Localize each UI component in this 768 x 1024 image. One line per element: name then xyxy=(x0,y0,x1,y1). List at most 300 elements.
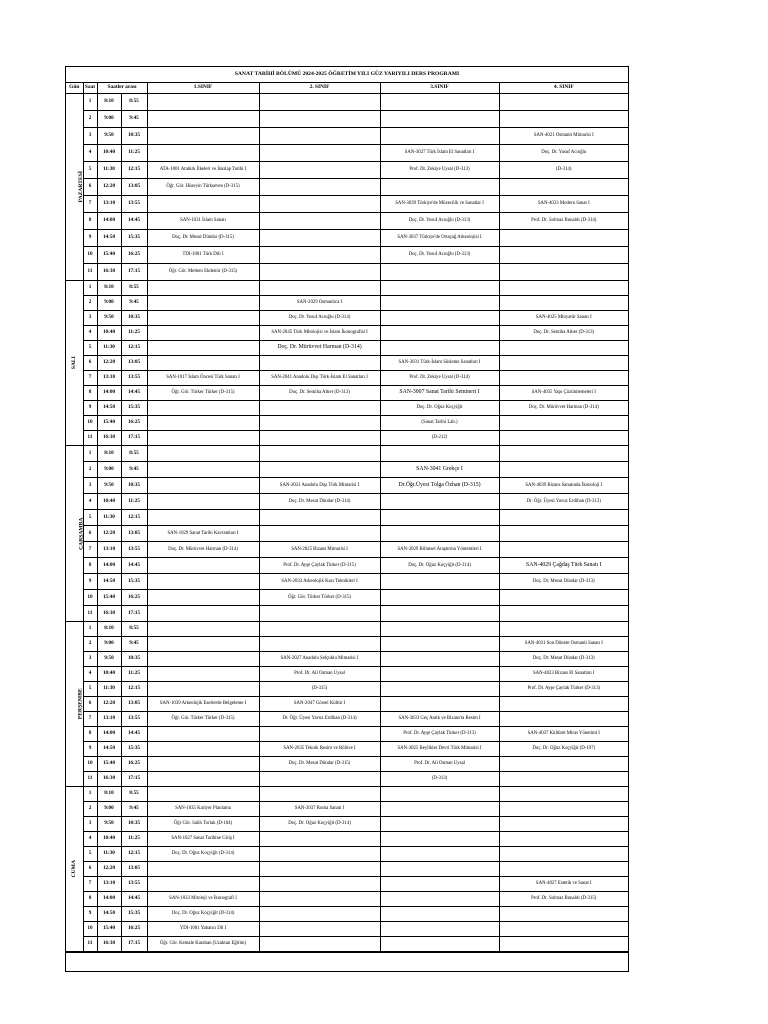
class-3-cell xyxy=(380,862,499,877)
class-4-cell xyxy=(499,817,628,832)
class-4-cell: Prof. Dr. Ayşe Çaylak Türker (D-313) xyxy=(499,682,628,697)
end-time: 10:35 xyxy=(121,311,147,326)
class-4-cell xyxy=(499,712,628,727)
start-time: 10:40 xyxy=(97,832,121,847)
end-time: 9:45 xyxy=(121,296,147,311)
end-time: 12:15 xyxy=(121,341,147,356)
class-3-cell xyxy=(380,526,499,542)
start-time: 11:30 xyxy=(97,682,121,697)
class-1-cell: YDI-1001 Yabancı Dil I xyxy=(147,922,259,937)
schedule-row xyxy=(66,590,628,606)
header-row xyxy=(66,83,628,94)
class-1-cell xyxy=(147,128,259,145)
start-time: 9:50 xyxy=(97,128,121,145)
end-time: 15:35 xyxy=(121,401,147,416)
slot-number: 5 xyxy=(83,341,97,356)
start-time: 12:20 xyxy=(97,356,121,371)
class-4-cell xyxy=(499,832,628,847)
class-3-cell xyxy=(380,652,499,667)
schedule-row xyxy=(66,494,628,510)
class-4-cell xyxy=(499,230,628,247)
slot-number: 5 xyxy=(83,682,97,697)
class-3-cell xyxy=(380,128,499,145)
slot-number: 3 xyxy=(83,311,97,326)
start-time: 15:40 xyxy=(97,247,121,264)
schedule-row xyxy=(66,697,628,712)
start-time: 12:20 xyxy=(97,862,121,877)
slot-number: 11 xyxy=(83,772,97,787)
header-class-4: 4. SINIF xyxy=(499,83,628,94)
start-time: 14:50 xyxy=(97,401,121,416)
class-4-cell xyxy=(499,526,628,542)
class-1-cell xyxy=(147,111,259,128)
class-4-cell: Doç. Dr. Yusuf Acıoğlu xyxy=(499,145,628,162)
start-time: 11:30 xyxy=(97,341,121,356)
class-4-cell xyxy=(499,847,628,862)
schedule-row xyxy=(66,606,628,622)
class-4-cell: SAN-4031 Son Dönem Osmanlı Sanatı I xyxy=(499,637,628,652)
schedule-row xyxy=(66,877,628,892)
class-4-cell xyxy=(499,356,628,371)
end-time: 15:35 xyxy=(121,574,147,590)
header-class-1: 1.SINIF xyxy=(147,83,259,94)
start-time: 15:40 xyxy=(97,416,121,431)
start-time: 14:00 xyxy=(97,386,121,401)
schedule-row xyxy=(66,264,628,281)
schedule-row xyxy=(66,431,628,446)
start-time: 9:00 xyxy=(97,296,121,311)
class-4-cell xyxy=(499,862,628,877)
start-time: 15:40 xyxy=(97,590,121,606)
class-1-cell xyxy=(147,682,259,697)
slot-number: 11 xyxy=(83,937,97,952)
class-1-cell xyxy=(147,446,259,462)
class-4-cell xyxy=(499,922,628,937)
end-time: 13:55 xyxy=(121,877,147,892)
class-2-cell xyxy=(259,772,380,787)
class-2-cell: SAN-2047 Görsel Kültür I xyxy=(259,697,380,712)
class-2-cell xyxy=(259,526,380,542)
class-4-cell xyxy=(499,247,628,264)
class-3-cell: SAN-3039 Türkiye'de Müzecilik ve Sanatlar I xyxy=(380,196,499,213)
class-4-cell xyxy=(499,462,628,478)
class-1-cell xyxy=(147,862,259,877)
class-3-cell: SAN-3025 Beylikler Devri Türk Mimarisi I xyxy=(380,742,499,757)
class-4-cell xyxy=(499,371,628,386)
slot-number: 9 xyxy=(83,742,97,757)
class-3-cell xyxy=(380,326,499,341)
class-3-cell xyxy=(380,446,499,462)
schedule-row xyxy=(66,832,628,847)
class-2-cell: (D-315) xyxy=(259,682,380,697)
start-time: 13:10 xyxy=(97,196,121,213)
class-4-cell: SAN-4029 Çağdaş Türk Sanatı I xyxy=(499,558,628,574)
slot-number: 3 xyxy=(83,478,97,494)
slot-number: 2 xyxy=(83,296,97,311)
schedule-row xyxy=(66,652,628,667)
start-time: 12:20 xyxy=(97,697,121,712)
class-1-cell: SAN-1029 Sanat Tarihi Kavramları I xyxy=(147,526,259,542)
class-4-cell: Prof. Dr. Solmaz Bunaldı (D-315) xyxy=(499,892,628,907)
start-time: 12:20 xyxy=(97,526,121,542)
slot-number: 9 xyxy=(83,230,97,247)
class-1-cell xyxy=(147,510,259,526)
class-3-cell xyxy=(380,281,499,296)
end-time: 17:15 xyxy=(121,431,147,446)
day-name: PERŞEMBE xyxy=(77,688,84,720)
slot-number: 8 xyxy=(83,558,97,574)
slot-number: 7 xyxy=(83,196,97,213)
end-time: 16:25 xyxy=(121,416,147,431)
class-4-cell xyxy=(499,510,628,526)
class-1-cell xyxy=(147,574,259,590)
schedule-row xyxy=(66,145,628,162)
schedule-row xyxy=(66,742,628,757)
slot-number: 2 xyxy=(83,111,97,128)
slot-number: 5 xyxy=(83,162,97,179)
header-day: Gün xyxy=(66,83,83,94)
class-4-cell xyxy=(499,542,628,558)
end-time: 11:25 xyxy=(121,494,147,510)
schedule-row xyxy=(66,574,628,590)
end-time: 10:35 xyxy=(121,128,147,145)
end-time: 15:35 xyxy=(121,907,147,922)
class-2-cell xyxy=(259,637,380,652)
start-time: 10:40 xyxy=(97,145,121,162)
slot-number: 3 xyxy=(83,817,97,832)
class-4-cell xyxy=(499,622,628,637)
start-time: 13:10 xyxy=(97,371,121,386)
class-1-cell xyxy=(147,196,259,213)
slot-number: 1 xyxy=(83,446,97,462)
class-3-cell xyxy=(380,622,499,637)
class-2-cell xyxy=(259,264,380,281)
end-time: 13:55 xyxy=(121,542,147,558)
class-2-cell xyxy=(259,356,380,371)
class-2-cell xyxy=(259,922,380,937)
schedule-row xyxy=(66,907,628,922)
schedule-row xyxy=(66,371,628,386)
start-time: 14:00 xyxy=(97,558,121,574)
start-time: 14:00 xyxy=(97,727,121,742)
slot-number: 5 xyxy=(83,510,97,526)
slot-number: 11 xyxy=(83,606,97,622)
start-time: 16:30 xyxy=(97,431,121,446)
slot-number: 9 xyxy=(83,907,97,922)
end-time: 15:35 xyxy=(121,742,147,757)
class-1-cell: Doç. Dr. Mürüvvet Harman (D-314) xyxy=(147,542,259,558)
class-3-cell: Prof. Dr. Ali Osman Uysal xyxy=(380,757,499,772)
class-1-cell: ATA-1001 Atatürk İlkeleri ve İnkılap Tarihi I xyxy=(147,162,259,179)
class-4-cell xyxy=(499,94,628,111)
class-3-cell xyxy=(380,832,499,847)
class-3-cell: Doç. Dr. Oğuz Koçyiğit (D-314) xyxy=(380,558,499,574)
class-4-cell xyxy=(499,802,628,817)
start-time: 10:40 xyxy=(97,326,121,341)
class-4-cell: Prof. Dr. Solmaz Bunaldı (D-314) xyxy=(499,213,628,230)
class-1-cell xyxy=(147,652,259,667)
class-3-cell: Prof. Dr. Zekiye Uysal (D-314) xyxy=(380,371,499,386)
slot-number: 11 xyxy=(83,431,97,446)
class-2-cell: Doç. Dr. Mürüvvet Harman (D-314) xyxy=(259,341,380,356)
class-4-cell xyxy=(499,606,628,622)
class-2-cell: SAN-2041 Anadolu Dışı Türk-İslam El Sanatları I xyxy=(259,371,380,386)
class-1-cell xyxy=(147,341,259,356)
class-2-cell xyxy=(259,401,380,416)
schedule-row xyxy=(66,622,628,637)
class-4-cell xyxy=(499,296,628,311)
class-4-cell: SAN-4035 Yapı Çözümlemeleri I xyxy=(499,386,628,401)
start-time: 10:40 xyxy=(97,667,121,682)
class-4-cell: SAN-4023 Bizans El Sanatları I xyxy=(499,667,628,682)
class-3-cell xyxy=(380,892,499,907)
table-footer xyxy=(66,952,628,972)
end-time: 11:25 xyxy=(121,667,147,682)
class-4-cell xyxy=(499,111,628,128)
slot-number: 7 xyxy=(83,542,97,558)
class-4-cell xyxy=(499,757,628,772)
end-time: 13:05 xyxy=(121,697,147,712)
end-time: 9:45 xyxy=(121,462,147,478)
schedule-row xyxy=(66,462,628,478)
class-3-cell: Doç. Dr. Yusuf Acıoğlu (D-313) xyxy=(380,247,499,264)
end-time: 9:45 xyxy=(121,637,147,652)
class-1-cell: SAN-1027 Sanat Tarihine Giriş I xyxy=(147,832,259,847)
class-1-cell: Öğr. Gör. Kemale Karahan (Uzaktan Eğitim) xyxy=(147,937,259,952)
class-1-cell xyxy=(147,494,259,510)
class-3-cell: SAN-3027 Türk İslam El Sanatları I xyxy=(380,145,499,162)
slot-number: 8 xyxy=(83,727,97,742)
end-time: 11:25 xyxy=(121,145,147,162)
class-1-cell xyxy=(147,590,259,606)
start-time: 14:50 xyxy=(97,742,121,757)
class-3-cell xyxy=(380,179,499,196)
day-name: SALI xyxy=(70,356,77,370)
start-time: 14:00 xyxy=(97,213,121,230)
class-1-cell xyxy=(147,462,259,478)
class-2-cell: Doç. Dr. Semiha Altıer (D-313) xyxy=(259,386,380,401)
class-2-cell: SAN-2031 Anadolu Dışı Türk Mimarisi I xyxy=(259,478,380,494)
class-2-cell xyxy=(259,247,380,264)
end-time: 17:15 xyxy=(121,937,147,952)
class-2-cell xyxy=(259,145,380,162)
end-time: 10:35 xyxy=(121,817,147,832)
class-1-cell xyxy=(147,606,259,622)
end-time: 14:45 xyxy=(121,213,147,230)
class-3-cell xyxy=(380,264,499,281)
end-time: 17:15 xyxy=(121,772,147,787)
schedule-table xyxy=(66,83,628,952)
start-time: 14:50 xyxy=(97,574,121,590)
schedule-row xyxy=(66,311,628,326)
slot-number: 6 xyxy=(83,526,97,542)
schedule-row xyxy=(66,341,628,356)
start-time: 8:10 xyxy=(97,281,121,296)
schedule-row xyxy=(66,296,628,311)
class-3-cell: SAN-3007 Sanat Tarihi Semineri I xyxy=(380,386,499,401)
start-time: 16:30 xyxy=(97,937,121,952)
schedule-row xyxy=(66,478,628,494)
class-4-cell xyxy=(499,787,628,802)
class-1-cell: Öğr. Gör. Türker Türker (D-315) xyxy=(147,712,259,727)
class-1-cell xyxy=(147,742,259,757)
start-time: 9:50 xyxy=(97,311,121,326)
class-1-cell xyxy=(147,356,259,371)
header-class-2: 2. SINIF xyxy=(259,83,380,94)
slot-number: 6 xyxy=(83,697,97,712)
class-3-cell xyxy=(380,341,499,356)
class-1-cell: Öğr. Gör. Meltem Ekdemir (D-315) xyxy=(147,264,259,281)
class-1-cell xyxy=(147,478,259,494)
header-slot: Saat xyxy=(83,83,97,94)
class-1-cell xyxy=(147,787,259,802)
schedule-row xyxy=(66,817,628,832)
slot-number: 1 xyxy=(83,787,97,802)
schedule-row xyxy=(66,446,628,462)
slot-number: 2 xyxy=(83,637,97,652)
end-time: 17:15 xyxy=(121,606,147,622)
slot-number: 8 xyxy=(83,892,97,907)
header-class-3: 3.SINIF xyxy=(380,83,499,94)
class-1-cell: SAN-1035 Kariyer Planlama xyxy=(147,802,259,817)
class-1-cell xyxy=(147,431,259,446)
schedule-row xyxy=(66,416,628,431)
slot-number: 3 xyxy=(83,652,97,667)
class-4-cell: SAN-4027 Estetik ve Sanat I xyxy=(499,877,628,892)
start-time: 15:40 xyxy=(97,757,121,772)
schedule-row xyxy=(66,862,628,877)
slot-number: 6 xyxy=(83,356,97,371)
class-1-cell: Öğr Gör. Salih Torlak (D-104) xyxy=(147,817,259,832)
end-time: 12:15 xyxy=(121,510,147,526)
class-2-cell: SAN-2035 Teknik Resim ve Rölöve I xyxy=(259,742,380,757)
class-4-cell: (D-314) xyxy=(499,162,628,179)
day-name: CUMA xyxy=(71,860,77,878)
schedule-row xyxy=(66,637,628,652)
end-time: 10:35 xyxy=(121,652,147,667)
end-time: 14:45 xyxy=(121,727,147,742)
class-3-cell xyxy=(380,922,499,937)
start-time: 9:00 xyxy=(97,637,121,652)
class-1-cell xyxy=(147,727,259,742)
page-title: SANAT TARİHİ BÖLÜMÜ 2024-2025 ÖĞRETİM YILI GÜZ YARIYILI DERS PROGRAMI xyxy=(66,67,628,83)
end-time: 13:05 xyxy=(121,526,147,542)
class-4-cell: Doç. Dr. Oğuz Koçyiğit (D-107) xyxy=(499,742,628,757)
schedule-row xyxy=(66,213,628,230)
slot-number: 7 xyxy=(83,712,97,727)
slot-number: 10 xyxy=(83,922,97,937)
class-2-cell xyxy=(259,281,380,296)
schedule-row xyxy=(66,542,628,558)
end-time: 12:15 xyxy=(121,847,147,862)
start-time: 8:10 xyxy=(97,787,121,802)
class-3-cell: Doç. Dr. Oğuz Koçyiğit xyxy=(380,401,499,416)
start-time: 10:40 xyxy=(97,494,121,510)
class-1-cell xyxy=(147,622,259,637)
start-time: 16:30 xyxy=(97,264,121,281)
class-2-cell: Prof. Dr. Ayşe Çaylak Türker (D-315) xyxy=(259,558,380,574)
start-time: 16:30 xyxy=(97,606,121,622)
class-3-cell xyxy=(380,296,499,311)
end-time: 8:55 xyxy=(121,281,147,296)
schedule-row xyxy=(66,682,628,697)
class-2-cell xyxy=(259,622,380,637)
start-time: 8:10 xyxy=(97,446,121,462)
class-4-cell xyxy=(499,416,628,431)
schedule-row xyxy=(66,757,628,772)
class-4-cell: SAN-4039 Bizans Sanatında İkonoloji I xyxy=(499,478,628,494)
class-3-cell: (Sanat Tarihi Lab.) xyxy=(380,416,499,431)
class-4-cell xyxy=(499,937,628,952)
class-2-cell: Doç. Dr. Oğuz Koçyiğit (D-314) xyxy=(259,817,380,832)
schedule-row xyxy=(66,356,628,371)
class-3-cell: SAN-3041 Grekçe I xyxy=(380,462,499,478)
class-2-cell xyxy=(259,179,380,196)
class-1-cell: TDI-1001 Türk Dili I xyxy=(147,247,259,264)
class-3-cell xyxy=(380,94,499,111)
slot-number: 10 xyxy=(83,757,97,772)
schedule-row xyxy=(66,526,628,542)
class-3-cell xyxy=(380,877,499,892)
slot-number: 6 xyxy=(83,179,97,196)
class-4-cell: SAN-4025 Minyatür Sanatı I xyxy=(499,311,628,326)
start-time: 9:00 xyxy=(97,462,121,478)
class-2-cell: SAN-2029 Osmanlıca I xyxy=(259,296,380,311)
end-time: 16:25 xyxy=(121,590,147,606)
end-time: 9:45 xyxy=(121,802,147,817)
class-4-cell: SAN-4037 Kültürel Miras Yönetimi I xyxy=(499,727,628,742)
day-label xyxy=(66,446,83,622)
class-1-cell xyxy=(147,558,259,574)
slot-number: 9 xyxy=(83,574,97,590)
class-3-cell xyxy=(380,637,499,652)
class-4-cell: Doç. Dr. Mesut Dündar (D-313) xyxy=(499,652,628,667)
class-2-cell xyxy=(259,462,380,478)
start-time: 13:10 xyxy=(97,877,121,892)
start-time: 9:00 xyxy=(97,111,121,128)
class-4-cell xyxy=(499,907,628,922)
end-time: 8:55 xyxy=(121,446,147,462)
class-1-cell xyxy=(147,296,259,311)
class-3-cell: Doç. Dr. Yusuf Acıoğlu (D-313) xyxy=(380,213,499,230)
class-2-cell xyxy=(259,446,380,462)
class-3-cell: SAN-3033 Geç Antik ve Bizans'ta Resim I xyxy=(380,712,499,727)
end-time: 8:55 xyxy=(121,787,147,802)
end-time: 16:25 xyxy=(121,922,147,937)
class-3-cell: SAN-3037 Türkiye'de Ortaçağ Arkeolojisi I xyxy=(380,230,499,247)
start-time: 13:10 xyxy=(97,712,121,727)
class-4-cell: Doç. Dr. Semiha Altıer (D-313) xyxy=(499,326,628,341)
end-time: 11:25 xyxy=(121,832,147,847)
slot-number: 3 xyxy=(83,128,97,145)
class-2-cell: SAN-2027 Anadolu Selçuklu Mimarisi I xyxy=(259,652,380,667)
class-3-cell xyxy=(380,311,499,326)
class-2-cell xyxy=(259,727,380,742)
start-time: 9:00 xyxy=(97,802,121,817)
start-time: 9:50 xyxy=(97,817,121,832)
schedule-row xyxy=(66,94,628,111)
end-time: 13:05 xyxy=(121,179,147,196)
class-1-cell xyxy=(147,326,259,341)
schedule-body xyxy=(66,94,628,952)
start-time: 15:40 xyxy=(97,922,121,937)
class-3-cell: SAN-3029 Bilimsel Araştırma Yöntemleri I xyxy=(380,542,499,558)
class-2-cell xyxy=(259,128,380,145)
end-time: 14:45 xyxy=(121,386,147,401)
class-1-cell xyxy=(147,416,259,431)
end-time: 12:15 xyxy=(121,162,147,179)
schedule-row xyxy=(66,281,628,296)
